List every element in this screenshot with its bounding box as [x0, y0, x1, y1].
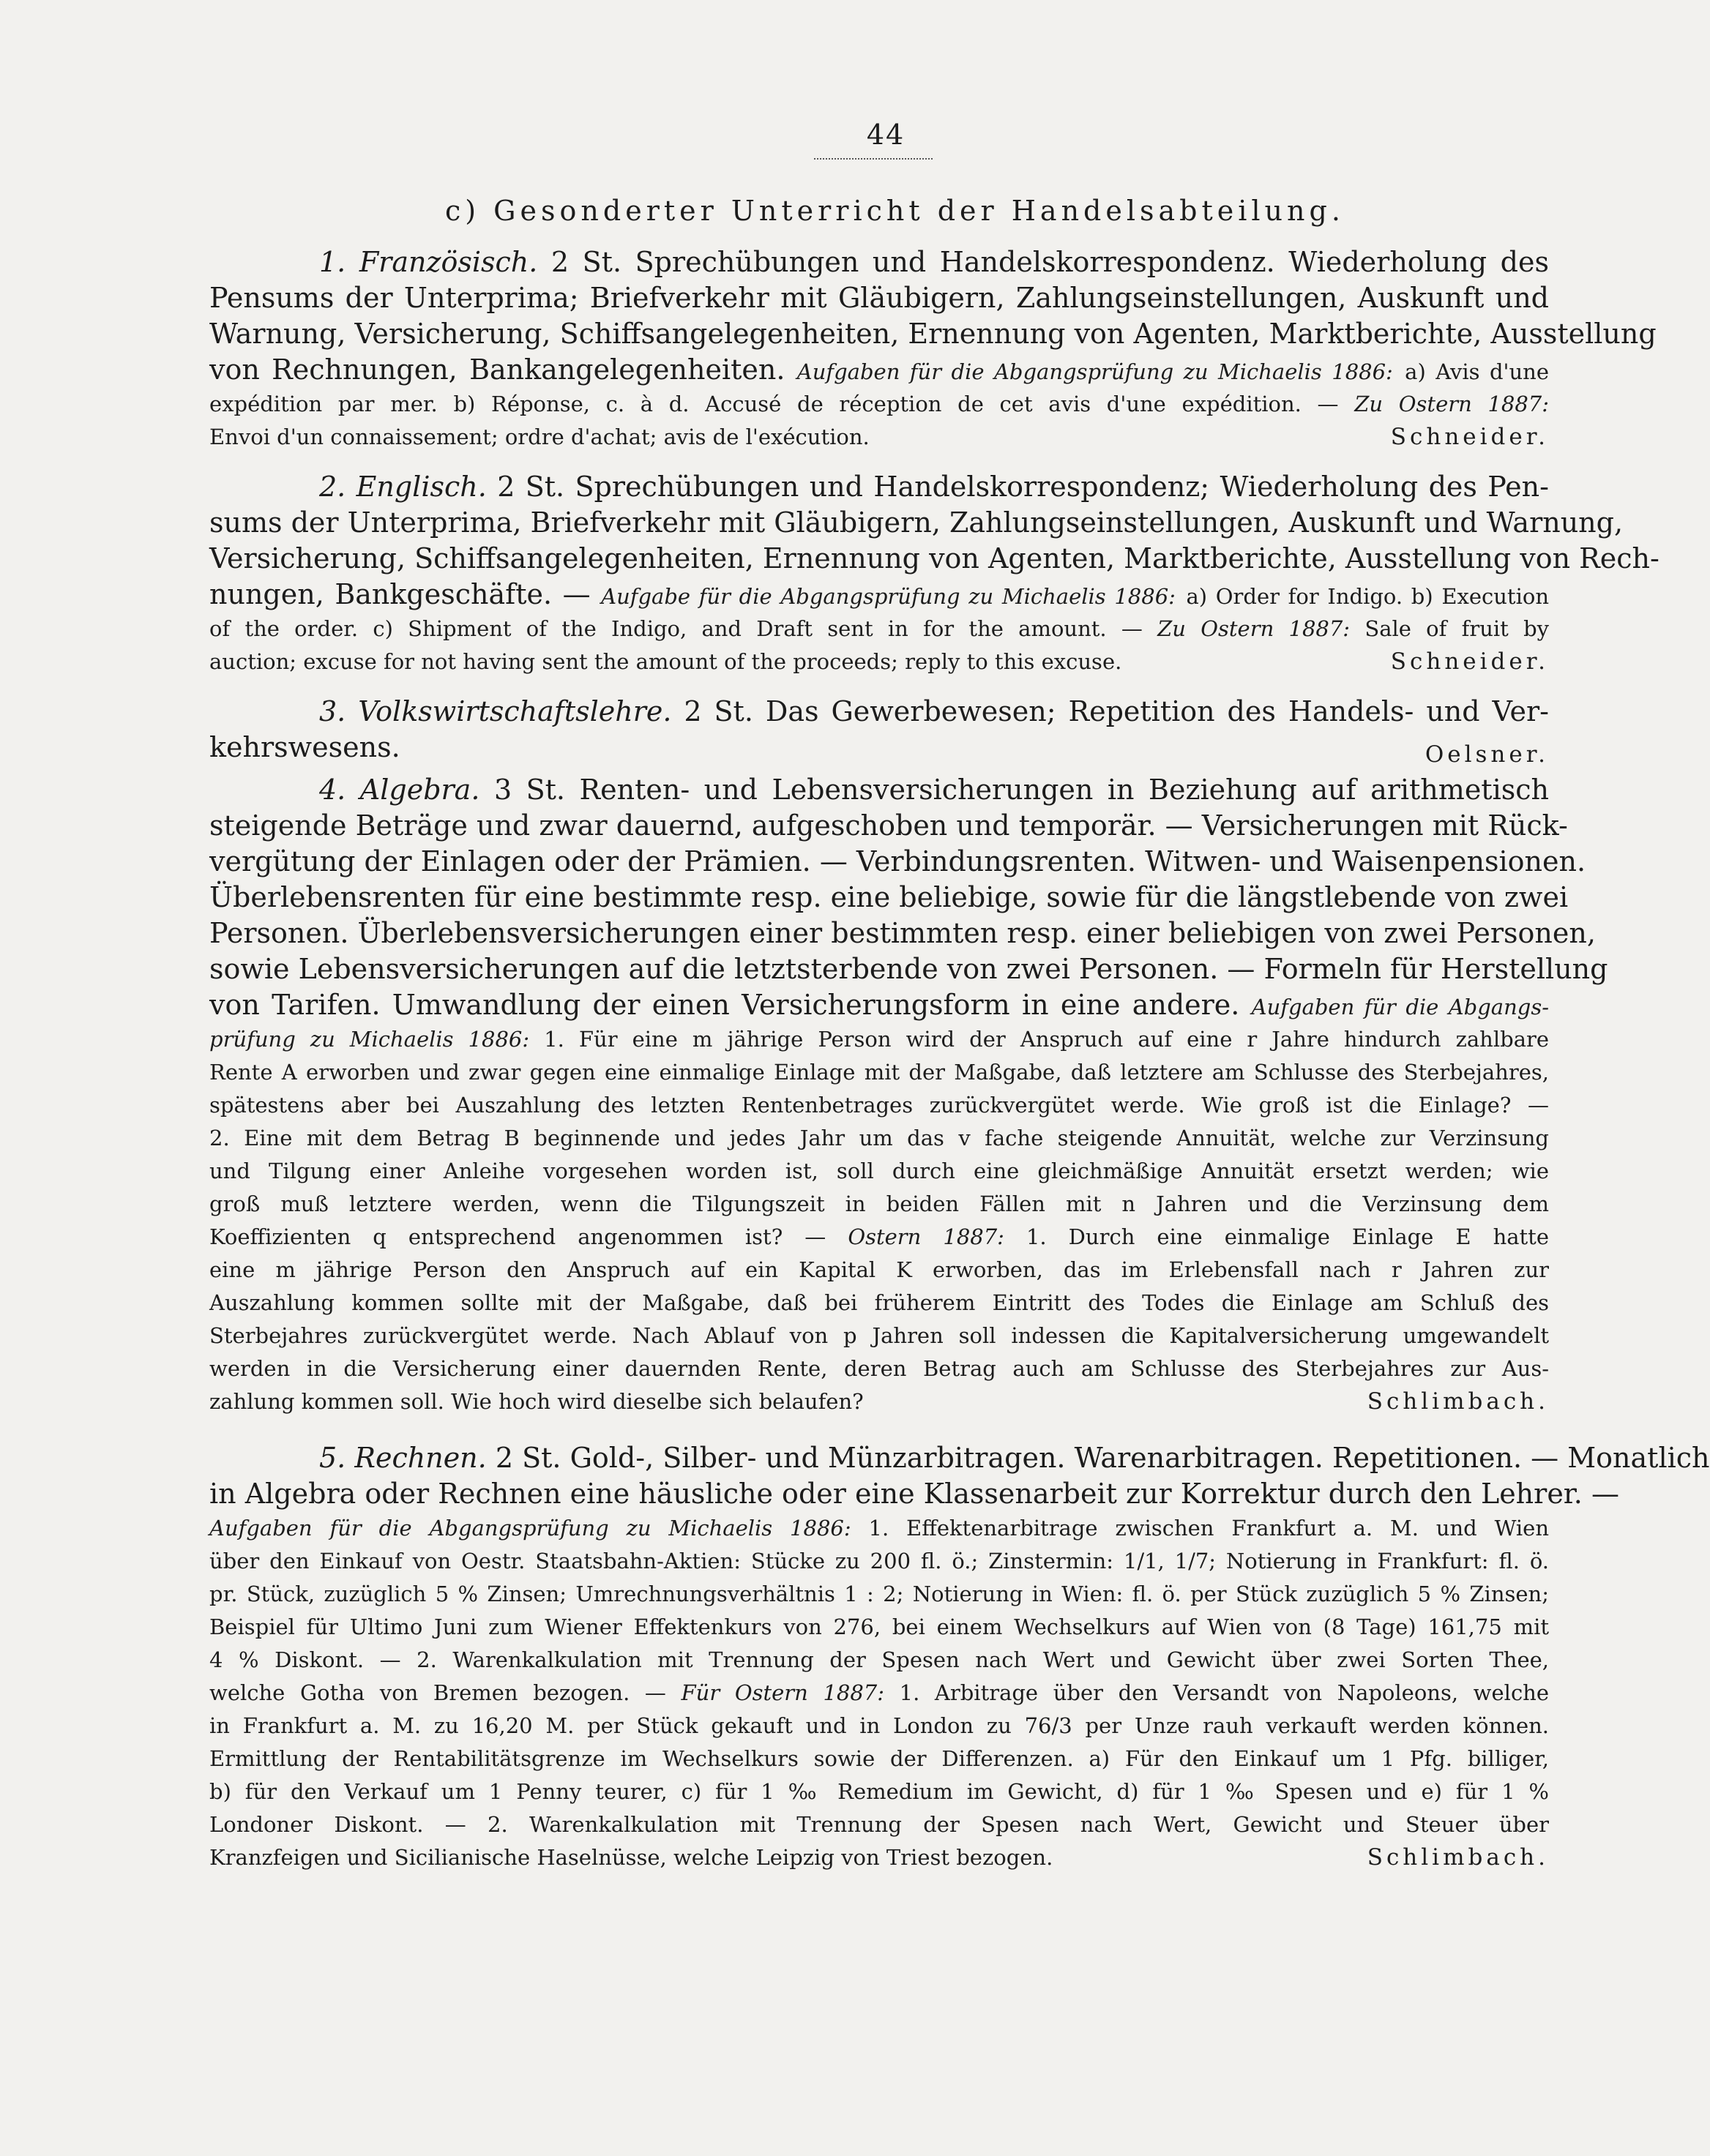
text: 1. Effektenarbitrage zwischen Frankfurt a. M. und Wien	[868, 1516, 1549, 1541]
exam-reference: Aufgabe für die Abgangsprüfung zu Michaelis 1886:	[601, 584, 1176, 609]
paragraph-line: Rente A erworben und zwar gegen eine einmalige Einlage mit der Maßgabe, daß letztere am Schlusse des Sterbejahres,	[209, 1060, 1549, 1085]
paragraph-line: Warnung, Versicherung, Schiffsangelegenheiten, Ernennung von Agenten, Marktberichte, Ausstellung	[209, 318, 1657, 350]
section-heading: c) Gesonderter Unterricht der Handelsabteilung.	[445, 195, 1345, 227]
text: auction; excuse for not having sent the amount of the proceeds; reply to this excuse.	[209, 649, 1122, 674]
text: 1. Für eine m jährige Person wird der Anspruch auf eine r Jahre hindurch zahlbare	[544, 1027, 1550, 1052]
paragraph-line	[209, 1512, 1549, 1545]
section-englisch	[209, 469, 1659, 678]
text: zahlung kommen soll. Wie hoch wird dieselbe sich belaufen?	[209, 1389, 864, 1414]
teacher-signature: Schneider.	[1390, 424, 1549, 450]
text: Koeffizienten q entsprechend angenommen ist? —	[209, 1224, 826, 1249]
paragraph-line: Pensums der Unterprima; Briefverkehr mit Gläubigern, Zahlungseinstellungen, Auskunft und	[209, 282, 1549, 314]
paragraph-line: spätestens aber bei Auszahlung des letzten Rentenbetrages zurückvergütet werde. Wie groß ist die Einlage? —	[209, 1093, 1549, 1118]
exam-reference: Aufgaben für die Abgangs-	[1251, 995, 1549, 1019]
item-number: 2.	[319, 471, 346, 503]
text: Gold-, Silber- und Münzarbitragen. Warenarbitragen. Repetitionen. — Monatlich	[570, 1442, 1710, 1474]
paragraph-line: groß muß letztere werden, wenn die Tilgungszeit in beiden Fällen mit n Jahren und die Verzinsung dem	[209, 1191, 1549, 1216]
paragraph-line: Personen. Überlebensversicherungen einer bestimmten resp. einer beliebigen von zwei Personen,	[209, 917, 1596, 949]
paragraph-line	[209, 772, 1549, 808]
exam-reference: Für Ostern 1887:	[681, 1680, 885, 1705]
teacher-signature: Schneider.	[1390, 648, 1549, 675]
text: 1. Arbitrage über den Versandt von Napoleons, welche	[899, 1680, 1550, 1705]
paragraph-line	[209, 645, 1549, 678]
paragraph-line	[209, 388, 1549, 421]
teacher-signature: Schlimbach.	[1367, 1844, 1549, 1871]
paragraph-line: über den Einkauf von Oestr. Staatsbahn-Aktien: Stücke zu 200 fl. ö.; Zinstermin: 1/1, 1/7; Notierung in Frankfurt: fl. ö.	[209, 1549, 1549, 1573]
text: von Tarifen. Umwandlung der einen Versicherungsform in eine andere.	[209, 989, 1240, 1021]
paragraph-line	[209, 1440, 1710, 1476]
paragraph-line: sums der Unterprima, Briefverkehr mit Gläubigern, Zahlungseinstellungen, Auskunft und Warnung,	[209, 506, 1624, 539]
text: a) Order for Indigo. b) Execution	[1186, 584, 1550, 609]
paragraph-line: vergütung der Einlagen oder der Prämien. — Verbindungsrenten. Witwen- und Waisenpensionen.	[209, 845, 1586, 877]
paragraph-line	[209, 613, 1549, 645]
paragraph-line: 4 % Diskont. — 2. Warenkalkulation mit Trennung der Spesen nach Wert und Gewicht über zwei Sorten Thee,	[209, 1647, 1549, 1672]
paragraph-line: Beispiel für Ultimo Juni zum Wiener Effektenkurs von 276, bei einem Wechselkurs auf Wien von (8 Tage) 161,75 mit	[209, 1614, 1549, 1639]
section-franzoesisch	[209, 244, 1657, 454]
section-volkswirtschaftslehre	[209, 694, 1549, 773]
paragraph-line: werden in die Versicherung einer dauernden Rente, deren Betrag auch am Schlusse des Sterbejahres zur Aus-	[209, 1356, 1549, 1381]
page-number-rule	[814, 154, 933, 160]
section-rechnen	[209, 1440, 1710, 1874]
paragraph-line: in Frankfurt a. M. zu 16,20 M. per Stück gekauft und in London zu 76/3 per Unze rauh verkauft werden können.	[209, 1713, 1549, 1738]
paragraph-line	[209, 1677, 1549, 1710]
hours: 3 St.	[493, 774, 566, 806]
teacher-signature: Oelsner.	[1425, 741, 1549, 768]
text: von Rechnungen, Bankangelegenheiten.	[209, 353, 785, 386]
paragraph-line	[209, 352, 1549, 388]
paragraph-line: steigende Beträge und zwar dauernd, aufgeschoben und temporär. — Versicherungen mit Rück-	[209, 809, 1568, 842]
subject-name: Volkswirtschaftslehre.	[358, 695, 672, 727]
paragraph-line: eine m jährige Person den Anspruch auf ein Kapital K erworben, das im Erlebensfall nach r Jahren zur	[209, 1257, 1549, 1282]
subject-name: Französisch.	[359, 246, 538, 278]
text: welche Gotha von Bremen bezogen. —	[209, 1680, 666, 1705]
hours: 2 St.	[550, 246, 622, 278]
text: Sprechübungen und Handelskorrespondenz; Wiederholung des Pen-	[575, 471, 1549, 503]
exam-reference: Aufgaben für die Abgangsprüfung zu Michaelis 1886:	[796, 359, 1393, 384]
subject-name: Algebra.	[359, 774, 480, 806]
text: Kranzfeigen und Sicilianische Haselnüsse, welche Leipzig von Triest bezogen.	[209, 1845, 1053, 1870]
paragraph-line	[209, 1385, 1549, 1418]
page-number: 44	[866, 119, 906, 151]
hours: 2 St.	[497, 471, 565, 503]
exam-reference: Ostern 1887:	[848, 1224, 1004, 1249]
text: Sprechübungen und Handelskorrespondenz. Wiederholung des	[635, 246, 1549, 278]
paragraph-line	[209, 1841, 1549, 1874]
paragraph-line: Auszahlung kommen sollte mit der Maßgabe, daß bei früherem Eintritt des Todes die Einlage am Schluß des	[209, 1290, 1549, 1315]
paragraph-line: b) für den Verkauf um 1 Penny teurer, c) für 1 ‰ Remedium im Gewicht, d) für 1 ‰ Spesen und e) für 1 %	[209, 1779, 1549, 1804]
paragraph-line: Versicherung, Schiffsangelegenheiten, Ernennung von Agenten, Marktberichte, Ausstellung von Rech-	[209, 542, 1659, 574]
text: Sale of fruit by	[1364, 616, 1550, 641]
item-number: 1.	[319, 246, 346, 278]
item-number: 4.	[319, 774, 346, 806]
text: expédition par mer. b) Réponse, c. à d. Accusé de réception de cet avis d'une expédition. —	[209, 392, 1339, 416]
paragraph-line: 2. Eine mit dem Betrag B beginnende und jedes Jahr um das v fache steigende Annuität, welche zur Verzinsung	[209, 1126, 1549, 1150]
hours: 2 St.	[495, 1442, 561, 1474]
paragraph-line	[209, 1023, 1549, 1056]
section-algebra	[209, 772, 1608, 1418]
text: Envoi d'un connaissement; ordre d'achat; avis de l'exécution.	[209, 424, 870, 449]
paragraph-line	[209, 730, 1549, 766]
teacher-signature: Schlimbach.	[1367, 1388, 1549, 1415]
paragraph-line	[209, 1221, 1549, 1254]
item-number: 5.	[319, 1442, 346, 1474]
paragraph-line	[209, 469, 1549, 505]
paragraph-line: Überlebensrenten für eine bestimmte resp. eine beliebige, sowie für die längstlebende von zwei	[209, 881, 1569, 913]
subject-name: Rechnen.	[354, 1442, 487, 1474]
paragraph-line: und Tilgung einer Anleihe vorgesehen worden ist, soll durch eine gleichmäßige Annuität ersetzt werden; wie	[209, 1159, 1549, 1183]
paragraph-line	[209, 244, 1549, 280]
exam-reference: prüfung zu Michaelis 1886:	[209, 1027, 530, 1052]
exam-reference: Zu Ostern 1887:	[1354, 392, 1550, 416]
paragraph-line	[209, 421, 1549, 454]
paragraph-line: sowie Lebensversicherungen auf die letztsterbende von zwei Personen. — Formeln für Herstellung	[209, 953, 1608, 985]
paragraph-line: Londoner Diskont. — 2. Warenkalkulation mit Trennung der Spesen nach Wert, Gewicht und Steuer über	[209, 1812, 1549, 1837]
paragraph-line: in Algebra oder Rechnen eine häusliche oder eine Klassenarbeit zur Korrektur durch den Lehrer. —	[209, 1478, 1619, 1510]
text: Das Gewerbewesen; Repetition des Handels- und Ver-	[765, 695, 1549, 727]
paragraph-line	[209, 577, 1549, 613]
paragraph-line: Sterbejahres zurückvergütet werde. Nach Ablauf von p Jahren soll indessen die Kapitalversicherung umgewandelt	[209, 1323, 1549, 1348]
subject-name: Englisch.	[356, 471, 487, 503]
paragraph-line: Ermittlung der Rentabilitätsgrenze im Wechselkurs sowie der Differenzen. a) Für den Einkauf um 1 Pfg. billiger,	[209, 1746, 1549, 1771]
text: nungen, Bankgeschäfte. —	[209, 578, 591, 610]
paragraph-line	[209, 694, 1549, 730]
text: Renten- und Lebensversicherungen in Beziehung auf arithmetisch	[579, 774, 1549, 806]
text: 1. Durch eine einmalige Einlage E hatte	[1026, 1224, 1550, 1249]
text: of the order. c) Shipment of the Indigo, and Draft sent in for the amount. —	[209, 616, 1143, 641]
text: a) Avis d'une	[1405, 359, 1549, 384]
exam-reference: Zu Ostern 1887:	[1157, 616, 1351, 641]
text: kehrswesens.	[209, 731, 400, 763]
exam-reference: Aufgaben für die Abgangsprüfung zu Michaelis 1886:	[209, 1516, 851, 1541]
paragraph-line: pr. Stück, zuzüglich 5 % Zinsen; Umrechnungsverhältnis 1 : 2; Notierung in Wien: fl. ö. per Stück zuzüglich 5 % Zinsen;	[209, 1582, 1549, 1606]
paragraph-line	[209, 987, 1549, 1023]
hours: 2 St.	[684, 695, 753, 727]
item-number: 3.	[319, 695, 346, 727]
